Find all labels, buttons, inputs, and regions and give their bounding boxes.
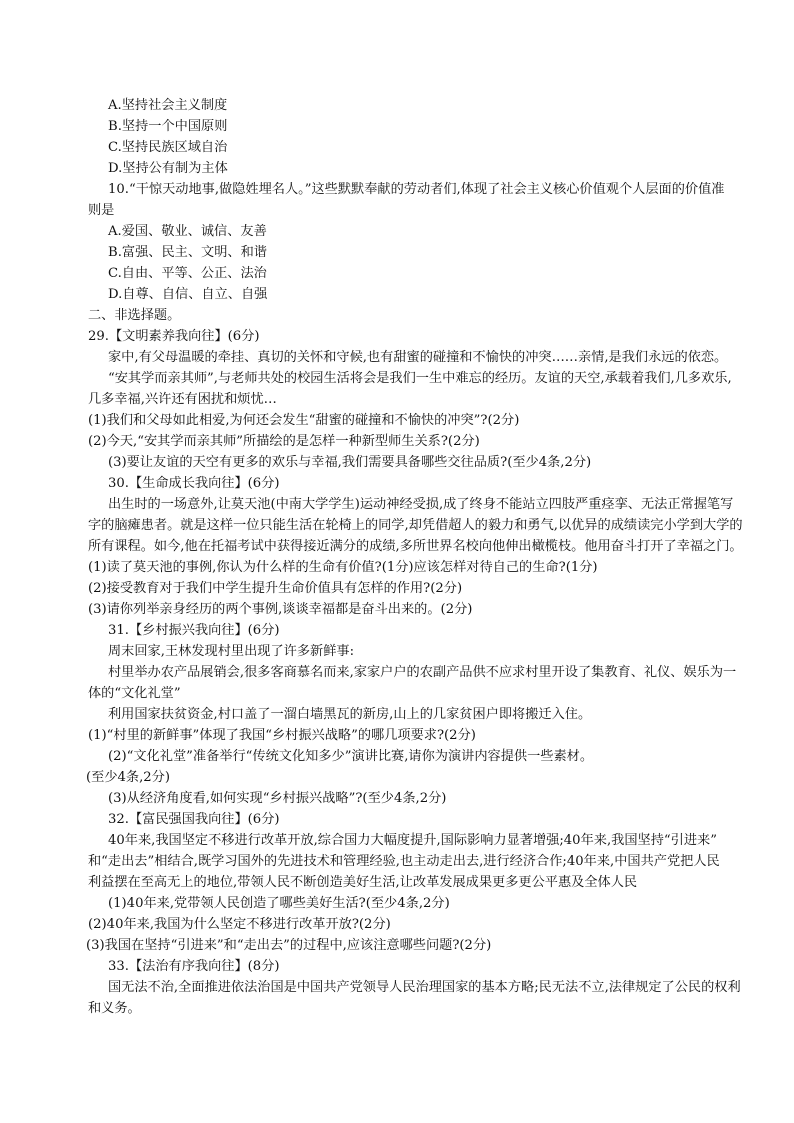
q31-title: 31.【乡村振兴我向往】(6分) xyxy=(108,623,280,638)
q32-title: 32.【富民强国我向往】(6分) xyxy=(108,812,280,827)
q29-title: 29.【文明素养我向往】(6分) xyxy=(88,329,260,344)
q29-paragraph: 家中,有父母温暖的牵挂、真切的关怀和守候,也有甜蜜的碰撞和不愉快的冲突……亲情,是我们永远的依恋。 xyxy=(108,350,728,365)
q10-stem-cont: 则是 xyxy=(88,203,115,218)
q10-option-a: A.爱国、敬业、诚信、友善 xyxy=(108,224,267,239)
q31-paragraph-cont: 体的“文化礼堂” xyxy=(88,686,181,701)
q30-sub-question: (2)接受教育对于我们中学生提升生命价值具有怎样的作用?(2分) xyxy=(88,581,463,596)
q33-paragraph-cont: 和义务。 xyxy=(88,1001,141,1016)
q30-sub-question: (3)请你列举亲身经历的两个事例,谈谈幸福都是奋斗出来的。(2分) xyxy=(88,602,473,617)
q29-paragraph: “安其学而亲其师”,与老师共处的校园生活将会是我们一生中难忘的经历。友谊的天空,承载着我们,几多欢乐, xyxy=(108,371,732,386)
q32-paragraph: 40年来,我国坚定不移进行改革开放,综合国力大幅度提升,国际影响力显著增强;40年来,我国坚持“引进来” xyxy=(108,833,717,848)
q31-sub-question: (2)“文化礼堂”准备举行“传统文化知多少”演讲比赛,请你为演讲内容提供一些素材。 xyxy=(108,749,594,764)
q10-option-c: C.自由、平等、公正、法治 xyxy=(108,266,267,281)
q9-option-b: B.坚持一个中国原则 xyxy=(108,119,228,134)
q32-sub-question: (1)40年来,党带领人民创造了哪些美好生活?(至少4条,2分) xyxy=(108,896,450,911)
section-title: 二、非选择题。 xyxy=(88,308,181,323)
q31-sub-question: (1)“村里的新鲜事”体现了我国“乡村振兴战略”的哪几项要求?(2分) xyxy=(88,728,476,743)
q30-title: 30.【生命成长我向往】(6分) xyxy=(108,476,280,491)
q32-sub-question: (2)40年来,我国为什么坚定不移进行改革开放?(2分) xyxy=(88,917,391,932)
q10-option-d: D.自尊、自信、自立、自强 xyxy=(108,287,268,302)
q31-paragraph: 村里举办农产品展销会,很多客商慕名而来,家家户户的农副产品供不应求村里开设了集教育、礼仪、娱乐为一 xyxy=(108,665,737,680)
q9-option-a: A.坚持社会主义制度 xyxy=(108,98,228,113)
q29-sub-question: (2)今天,“安其学而亲其师”所描绘的是怎样一种新型师生关系?(2分) xyxy=(88,434,480,449)
q31-paragraph: 利用国家扶贫资金,村口盖了一溜白墙黑瓦的新房,山上的几家贫困户即将搬迁入住。 xyxy=(108,707,592,722)
q32-paragraph-cont: 利益摆在至高无上的地位,带领人民不断创造美好生活,让改革发展成果更多更公平惠及全体人民 xyxy=(88,875,638,890)
q10-stem: 10.“干惊天动地事,做隐姓埋名人。”这些默默奉献的劳动者们,体现了社会主义核心价值观个人层面的价值准 xyxy=(108,182,725,197)
q33-title: 33.【法治有序我向往】(8分) xyxy=(108,959,280,974)
q30-sub-question: (1)读了莫天池的事例,你认为什么样的生命有价值?(1分)应该怎样对待自己的生命?(1分) xyxy=(88,560,598,575)
q9-option-c: C.坚持民族区域自治 xyxy=(108,140,228,155)
q31-sub-question-cont: (至少4条,2分) xyxy=(86,770,171,785)
q32-sub-question: (3)我国在坚持“引进来”和“走出去”的过程中,应该注意哪些问题?(2分) xyxy=(86,938,492,953)
q10-option-b: B.富强、民主、文明、和谐 xyxy=(108,245,267,260)
q29-paragraph-cont: 几多幸福,兴许还有困扰和烦忧… xyxy=(88,392,277,407)
q33-paragraph: 国无法不治,全面推进依法治国是中国共产党领导人民治理国家的基本方略;民无法不立,法律规定了公民的权利 xyxy=(108,980,741,995)
q32-paragraph-cont: 和“走出去”相结合,既学习国外的先进技术和管理经验,也主动走出去,进行经济合作;40年来,中国共产党把人民 xyxy=(88,854,720,869)
q30-paragraph-cont: 字的脑瘫患者。就是这样一位只能生活在轮椅上的同学,却凭借超人的毅力和勇气,以优异的成绩读完小学到大学的 xyxy=(88,518,743,533)
q29-sub-question: (1)我们和父母如此相爱,为何还会发生“甜蜜的碰撞和不愉快的冲突”?(2分) xyxy=(88,413,520,428)
q29-sub-question: (3)要让友谊的天空有更多的欢乐与幸福,我们需要具备哪些交往品质?(至少4条,2分) xyxy=(108,455,592,470)
q9-option-d: D.坚持公有制为主体 xyxy=(108,161,228,176)
q30-paragraph: 出生时的一场意外,让莫天池(中南大学学生)运动神经受损,成了终身不能站立四肢严重痉挛、无法正常握笔写 xyxy=(108,497,734,512)
q31-sub-question: (3)从经济角度看,如何实现“乡村振兴战略”?(至少4条,2分) xyxy=(108,791,447,806)
q31-paragraph: 周末回家,王林发现村里出现了许多新鲜事: xyxy=(108,644,355,659)
q30-paragraph-cont: 所有课程。如今,他在托福考试中获得接近满分的成绩,多所世界名校向他伸出橄榄枝。他用奋斗打开了幸福之门。 xyxy=(88,539,743,554)
